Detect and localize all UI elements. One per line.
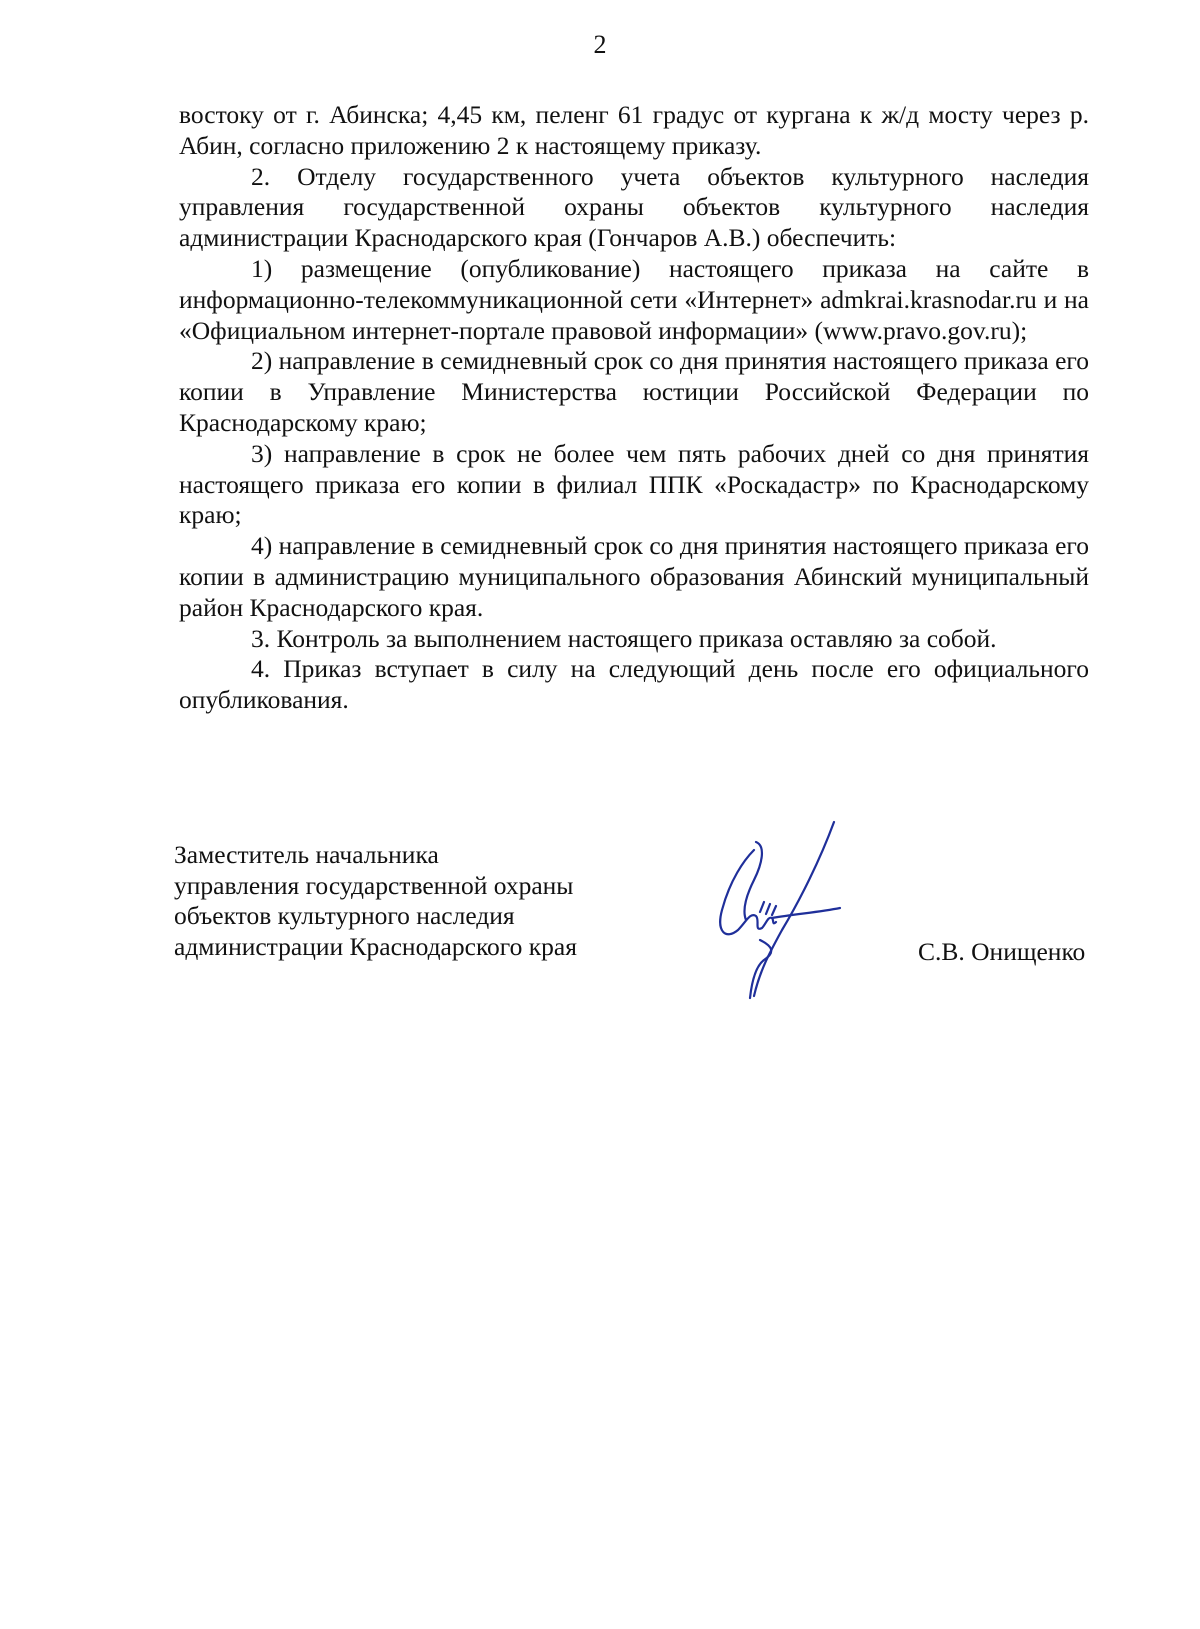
signature-stroke xyxy=(754,822,834,996)
document-body xyxy=(179,100,1089,716)
signatory-position-line: объектов культурного наследия xyxy=(174,901,515,930)
paragraph-subitem-1: 1) размещение (опубликование) настоящего приказа на сайте в информационно-телекоммуникационной сети «Интернет» admkrai.krasnodar.ru и на «Официальном интернет-портале правовой информации» (www.pravo.gov.ru); xyxy=(179,253,1089,345)
paragraph-item-4: 4. Приказ вступает в силу на следующий день после его официального опубликования. xyxy=(179,654,1089,715)
page-number: 2 xyxy=(593,30,607,59)
paragraph-item-3: 3. Контроль за выполнением настоящего приказа оставляю за собой. xyxy=(251,623,997,653)
paragraph-subitem-4: 4) направление в семидневный срок со дня принятия настоящего приказа его копии в администрацию муниципального образования Абинский муниципальный район Краснодарского края. xyxy=(179,531,1089,622)
signatory-position xyxy=(174,840,654,962)
signatory-position-line: Заместитель начальника xyxy=(174,840,439,869)
paragraph-item-2: 2. Отделу государственного учета объектов культурного наследия управления государственной охраны объектов культурного наследия администрации Краснодарского края (Гончаров А.В.) обеспечить: xyxy=(179,161,1089,253)
handwritten-signature xyxy=(716,820,856,1020)
paragraph-continuation: востоку от г. Абинска; 4,45 км, пеленг 61 градус от кургана к ж/д мосту через р. Абин, согласно приложению 2 к настоящему приказу. xyxy=(179,100,1089,160)
signatory-position-line: администрации Краснодарского края xyxy=(174,931,577,961)
paragraph-subitem-3: 3) направление в срок не более чем пять рабочих дней со дня принятия настоящего приказа его копии в филиал ППК «Роскадастр» по Краснодарскому краю; xyxy=(179,438,1089,530)
signature-stroke xyxy=(772,908,840,918)
signature-stroke xyxy=(760,902,776,915)
signature-stroke xyxy=(750,940,771,998)
signatory-name: С.В. Онищенко xyxy=(918,937,1086,966)
signature-stroke xyxy=(744,842,762,920)
paragraph-subitem-2: 2) направление в семидневный срок со дня принятия настоящего приказа его копии в Управление Министерства юстиции Российской Федерации по Краснодарскому краю; xyxy=(179,346,1089,437)
signatory-position-line: управления государственной охраны xyxy=(174,870,574,900)
